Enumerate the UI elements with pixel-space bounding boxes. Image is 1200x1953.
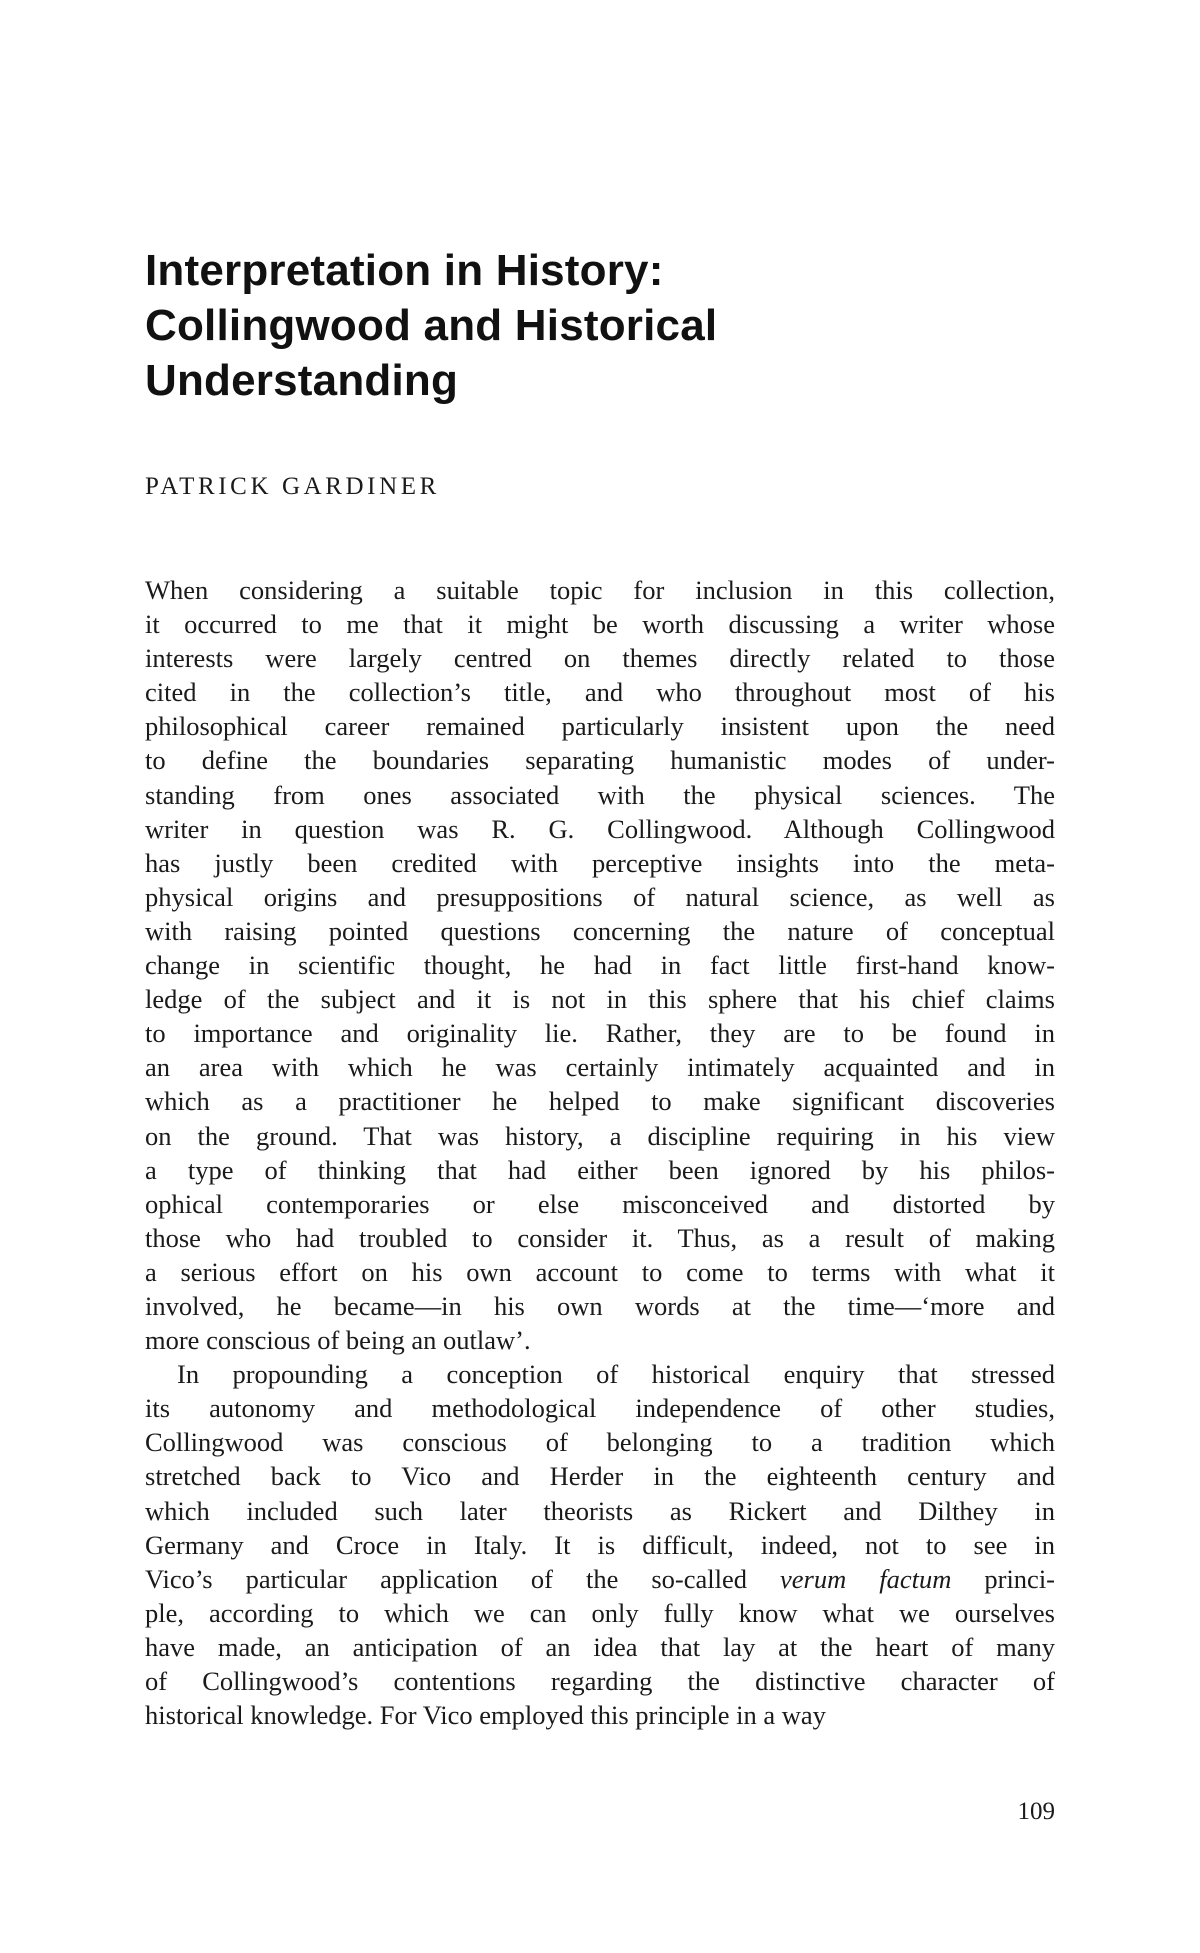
author-name: PATRICK GARDINER [145,473,440,500]
text-line: ophical contemporaries or else misconceived and distorted by [145,1188,1055,1219]
text-line: stretched back to Vico and Herder in the eighteenth century and [145,1461,1055,1492]
text-line: on the ground. That was history, a discipline requiring in his view [145,1120,1055,1151]
italic-term: verum factum [780,1563,952,1594]
text-line: have made, an anticipation of an idea that lay at the heart of many [145,1631,1055,1662]
text-line: has justly been credited with perceptive insights into the meta- [145,847,1055,878]
text-line: When considering a suitable topic for inclusion in this collection, [145,575,1055,605]
text-line [145,1562,1055,1596]
title-line: Interpretation in History: [145,246,664,295]
text-line: writer in question was R. G. Collingwood. Although Collingwood [145,813,1055,844]
text-line: to define the boundaries separating humanistic modes of under- [145,745,1055,776]
text-line: ple, according to which we can only fully know what we ourselves [145,1597,1055,1628]
text-line: a serious effort on his own account to come to terms with what it [145,1256,1055,1287]
text-run: Vico’s particular application of the so-called [145,1563,780,1594]
article-body [145,573,1055,1732]
article-title [145,243,845,408]
text-line: its autonomy and methodological independence of other studies, [145,1393,1055,1424]
text-line: historical knowledge. For Vico employed this principle in a way [145,1700,826,1731]
text-line: ledge of the subject and it is not in this sphere that his chief claims [145,984,1055,1015]
body-paragraph [145,573,1055,1357]
text-line: to importance and originality lie. Rather, they are to be found in [145,1018,1055,1049]
text-line: Germany and Croce in Italy. It is difficult, indeed, not to see in [145,1529,1055,1560]
body-paragraph [145,1357,1055,1732]
text-line: a type of thinking that had either been ignored by his philos- [145,1154,1055,1185]
text-line: In propounding a conception of historical enquiry that stressed [177,1359,1055,1390]
text-line: change in scientific thought, he had in fact little first-hand know- [145,950,1055,981]
title-line: Collingwood and Historical [145,301,718,350]
text-line: which as a practitioner he helped to make significant discoveries [145,1086,1055,1117]
text-line: physical origins and presuppositions of natural science, as well as [145,881,1055,912]
title-line: Understanding [145,356,459,405]
text-line: more conscious of being an outlaw’. [145,1325,531,1356]
text-run: princi- [951,1563,1056,1594]
text-line: Collingwood was conscious of belonging to a tradition which [145,1427,1055,1458]
text-line: cited in the collection’s title, and who throughout most of his [145,677,1055,708]
text-line: standing from ones associated with the physical sciences. The [145,779,1055,810]
text-line: which included such later theorists as Rickert and Dilthey in [145,1495,1055,1526]
text-line: an area with which he was certainly intimately acquainted and in [145,1052,1055,1083]
text-line: philosophical career remained particularly insistent upon the need [145,711,1055,742]
page-number: 109 [1017,1798,1055,1825]
text-line: involved, he became—in his own words at the time—‘more and [145,1290,1055,1321]
text-line: interests were largely centred on themes directly related to those [145,643,1055,674]
text-line: with raising pointed questions concerning the nature of conceptual [145,915,1055,946]
text-line: of Collingwood’s contentions regarding the distinctive character of [145,1666,1055,1696]
text-line: it occurred to me that it might be worth discussing a writer whose [145,609,1055,640]
text-line: those who had troubled to consider it. Thus, as a result of making [145,1222,1055,1253]
